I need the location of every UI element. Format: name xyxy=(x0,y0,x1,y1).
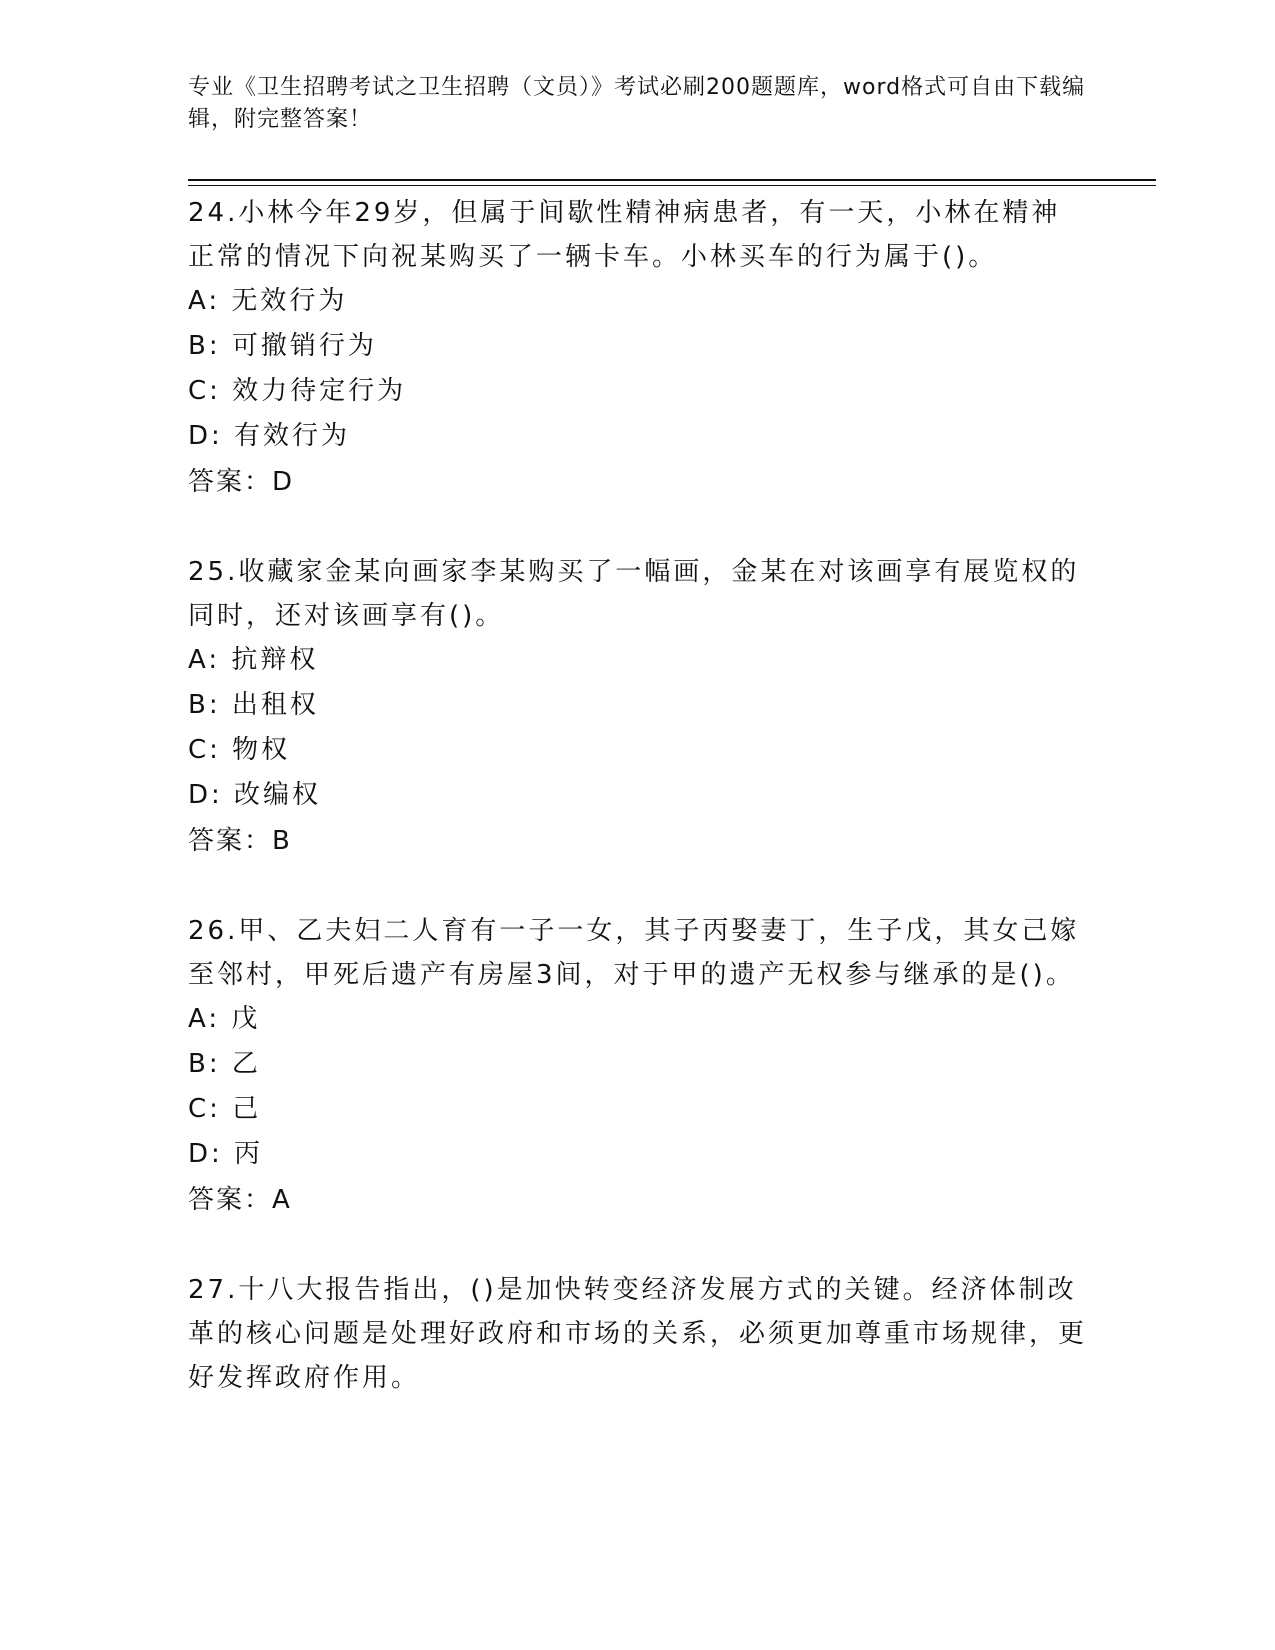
answer-line: 答案：B xyxy=(188,826,292,856)
option-b: B: 出租权 xyxy=(188,690,319,720)
question-24 xyxy=(188,190,1088,505)
option-a: A: 无效行为 xyxy=(188,286,348,316)
answer-line: 答案：A xyxy=(188,1185,292,1215)
question-25 xyxy=(188,549,1088,864)
header-divider-thin xyxy=(188,185,1156,186)
option-c: C: 己 xyxy=(188,1094,262,1124)
question-27 xyxy=(188,1267,1088,1400)
question-stem: 24.小林今年29岁，但属于间歇性精神病患者，有一天，小林在精神正常的情况下向祝某购买了一辆卡车。小林买车的行为属于()。 xyxy=(188,198,1061,272)
option-b: B: 可撤销行为 xyxy=(188,331,377,361)
question-stem: 26.甲、乙夫妇二人育有一子一女，其子丙娶妻丁，生子戊，其女己嫁至邻村，甲死后遗产有房屋3间，对于甲的遗产无权参与继承的是()。 xyxy=(188,916,1080,990)
answer-line: 答案：D xyxy=(188,467,295,497)
question-26 xyxy=(188,908,1088,1223)
question-list xyxy=(188,190,1088,1400)
option-a: A: 戊 xyxy=(188,1004,261,1034)
option-d: D: 丙 xyxy=(188,1139,264,1169)
question-stem: 25.收藏家金某向画家李某购买了一幅画，金某在对该画享有展览权的同时，还对该画享有()。 xyxy=(188,557,1080,631)
option-d: D: 改编权 xyxy=(188,780,322,810)
header-divider-thick xyxy=(188,179,1156,181)
question-stem: 27.十八大报告指出，()是加快转变经济发展方式的关键。经济体制改革的核心问题是处理好政府和市场的关系，必须更加尊重市场规律，更好发挥政府作用。 xyxy=(188,1275,1088,1393)
question-spacer xyxy=(188,505,1088,549)
option-d: D: 有效行为 xyxy=(188,421,351,451)
option-c: C: 效力待定行为 xyxy=(188,376,407,406)
question-spacer xyxy=(188,1223,1088,1267)
option-a: A: 抗辩权 xyxy=(188,645,319,675)
document-header: 专业《卫生招聘考试之卫生招聘（文员）》考试必刷200题题库，word格式可自由下载编辑，附完整答案！ xyxy=(188,75,1086,132)
option-b: B: 乙 xyxy=(188,1049,261,1079)
question-spacer xyxy=(188,864,1088,908)
option-c: C: 物权 xyxy=(188,735,291,765)
